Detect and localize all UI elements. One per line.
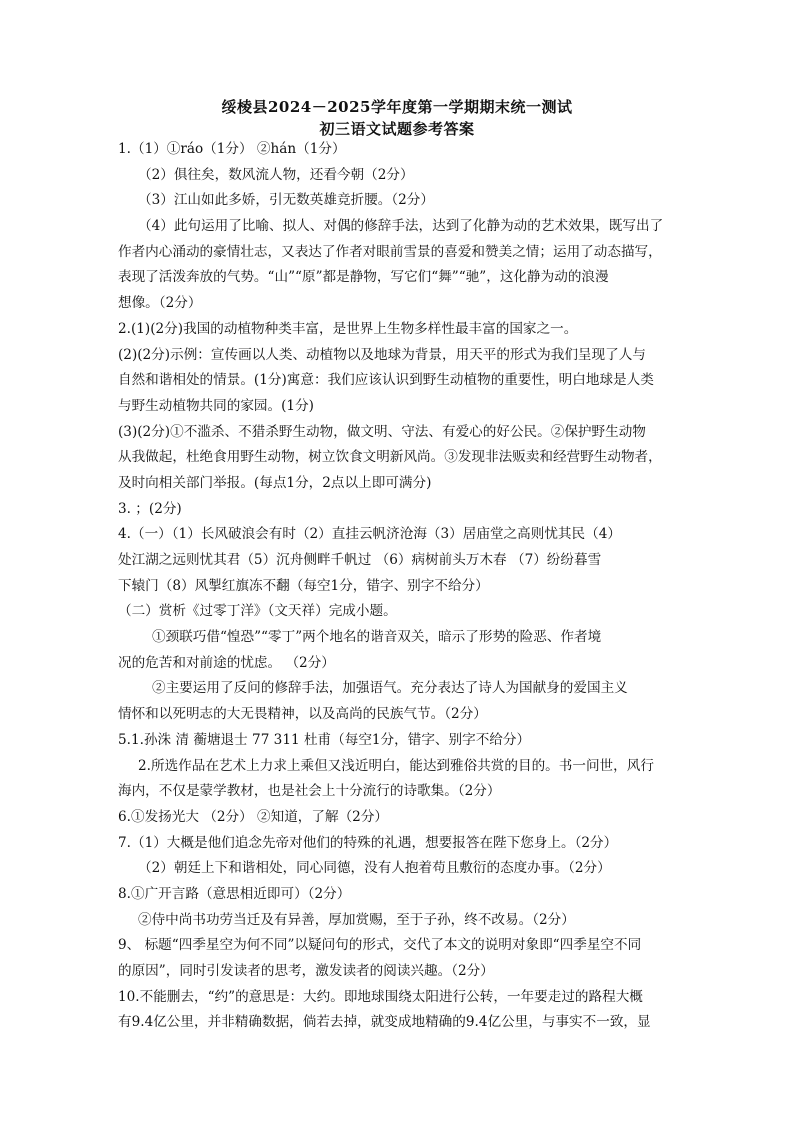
- answer-line: 6.①发扬光大 （2分） ②知道，了解（2分）: [118, 808, 389, 825]
- answer-line: 1.（1）①ráo（1分） ②hán（1分）: [118, 141, 346, 157]
- answer-line: 2.所选作品在艺术上力求上乘但又浅近明白，能达到雅俗共赏的目的。书一问世，风行: [138, 757, 654, 774]
- answer-line: （2）俱往矣，数风流人物，还看今朝（2分）: [138, 166, 414, 183]
- answer-line: 想像。（2分）: [118, 295, 202, 312]
- answer-line: 情怀和以死明志的大无畏精神，以及高尚的民族气节。（2分）: [118, 706, 487, 723]
- document-title: 绥棱县2024－2025学年度第一学期期末统一测试: [221, 98, 573, 116]
- answer-line: 9、 标题“四季星空为何不同”以疑问句的形式，交代了本文的说明对象即“四季星空不同: [118, 937, 642, 954]
- answer-line: （3）江山如此多娇，引无数英雄竞折腰。（2分）: [138, 192, 434, 209]
- answer-line: 3. ；(2分): [118, 500, 182, 517]
- answer-line: (3)(2分)①不滥杀、不猎杀野生动物，做文明、守法、有爱心的好公民。②保护野生动物: [118, 423, 646, 440]
- answer-line: 及时向相关部门举报。(每点1分，2点以上即可满分): [118, 474, 432, 491]
- answer-line: 从我做起，杜绝食用野生动物，树立饮食文明新风尚。③发现非法贩卖和经营野生动物者，: [118, 449, 662, 466]
- answer-line: （2）朝廷上下和谐相处，同心同德，没有人抱着苟且敷衍的态度办事。（2分）: [138, 860, 611, 877]
- document-subtitle: 初三语文试题参考答案: [319, 120, 475, 138]
- answer-line: 有9.4亿公里，并非精确数据，倘若去掉，就变成地精确的9.4亿公里，与事实不一致，显: [118, 1014, 651, 1031]
- answer-line: 的原因”，同时引发读者的思考，激发读者的阅读兴趣。（2分）: [118, 963, 494, 979]
- answer-line: （4）此句运用了比喻、拟人、对偶的修辞手法，达到了化静为动的艺术效果，既写出了: [138, 218, 664, 235]
- answer-line: 5.1.孙洙 清 蘅塘退士 77 311 杜甫（每空1分，错字、别字不给分）: [118, 731, 531, 748]
- answer-line: 表现了活泼奔放的气势。“山”“原”都是静物，写它们“舞”“驰”，这化静为动的浪漫: [118, 269, 609, 286]
- answer-line: （二）赏析《过零丁洋》（文天祥）完成小题。: [118, 603, 397, 620]
- answer-line: 况的危苦和对前途的忧虑。 （2分）: [118, 654, 335, 671]
- answer-line: ②侍中尚书功劳当迁及有异善，厚加赏赐，至于子孙，终不改易。（2分）: [138, 911, 575, 928]
- answer-line: ①颈联巧借“惶恐”“零丁”两个地名的谐音双关，暗示了形势的险恶、作者境: [152, 629, 602, 646]
- answer-line: 4.（一）（1）长风破浪会有时（2）直挂云帆济沧海（3）居庙堂之高则忧其民（4）: [118, 526, 621, 543]
- answer-line: 下辕门（8）风掣红旗冻不翻（每空1分，错字、别字不给分）: [118, 577, 489, 594]
- answer-line: (2)(2分)示例：宣传画以人类、动植物以及地球为背景，用天平的形式为我们呈现了人与: [118, 346, 646, 363]
- answer-body: [118, 137, 678, 1036]
- answer-line: 与野生动植物共同的家园。(1分): [118, 397, 314, 414]
- answer-line: 海内，不仅是蒙学教材，也是社会上十分流行的诗歌集。（2分）: [118, 783, 501, 800]
- answer-line: ②主要运用了反问的修辞手法，加强语气。充分表达了诗人为国献身的爱国主义: [152, 680, 628, 697]
- answer-line: 处江湖之远则忧其君（5）沉舟侧畔千帆过 （6）病树前头万木春 （7）纷纷暮雪: [118, 552, 602, 568]
- answer-line: 8.①广开言路（意思相近即可）（2分）: [118, 885, 351, 902]
- answer-line: 2.(1)(2分)我国的动植物种类丰富，是世界上生物多样性最丰富的国家之一。: [118, 320, 578, 337]
- answer-line: 10.不能删去，“约”的意思是：大约。即地球围绕太阳进行公转，一年要走过的路程大概: [118, 988, 643, 1005]
- answer-line: 7.（1）大概是他们追念先帝对他们的特殊的礼遇，想要报答在陛下您身上。（2分）: [118, 834, 618, 851]
- answer-line: 自然和谐相处的情景。(1分)寓意：我们应该认识到野生动植物的重要性，明白地球是人类: [118, 372, 654, 389]
- answer-line: 作者内心涌动的豪情壮志，又表达了作者对眼前雪景的喜爱和赞美之情；运用了动态描写，: [118, 243, 662, 260]
